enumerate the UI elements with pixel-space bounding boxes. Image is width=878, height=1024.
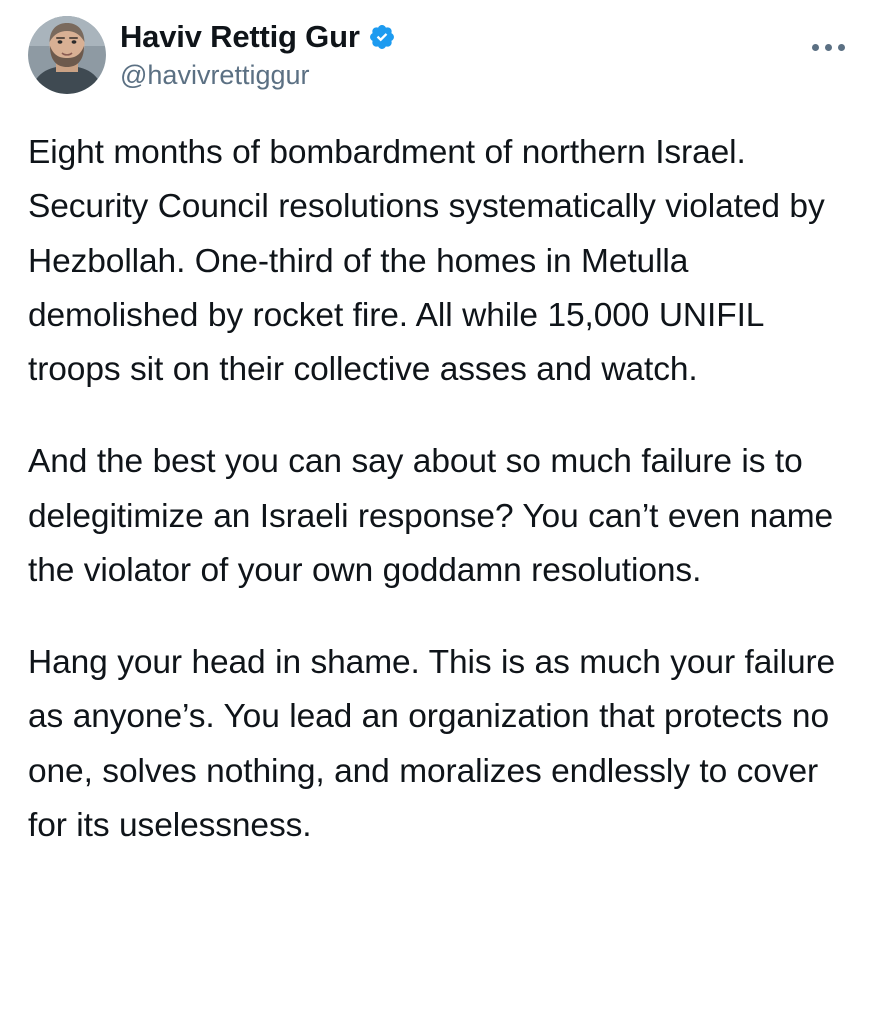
verified-badge-icon bbox=[368, 23, 396, 51]
author-display-name[interactable]: Haviv Rettig Gur bbox=[120, 19, 360, 54]
author-handle[interactable]: @havivrettiggur bbox=[120, 60, 310, 91]
ellipsis-horizontal-icon-dot-3 bbox=[838, 44, 845, 51]
more-options-button[interactable] bbox=[806, 32, 850, 62]
ellipsis-horizontal-icon-dot-2 bbox=[825, 44, 832, 51]
author-identity[interactable] bbox=[120, 16, 396, 91]
ellipsis-horizontal-icon bbox=[812, 44, 819, 51]
tweet-header bbox=[28, 16, 850, 100]
user-photo-avatar-icon bbox=[28, 16, 106, 94]
tweet-paragraph: Hang your head in shame. This is as much your failure as anyone’s. You lead an organization that protects no one, solves nothing, and moralizes endlessly to cover for its uselessness. bbox=[28, 644, 836, 844]
author-name-row bbox=[120, 20, 396, 54]
tweet-paragraph: And the best you can say about so much failure is to delegitimize an Israeli response? You can’t even name the violator of your own goddamn resolutions. bbox=[28, 443, 834, 589]
tweet-paragraph: Eight months of bombardment of northern Israel. Security Council resolutions systematically violated by Hezbollah. One-third of the homes in Metulla demolished by rocket fire. All while 15,000 UNIFIL troops sit on their collective asses and watch. bbox=[28, 134, 825, 389]
tweet-text bbox=[28, 126, 850, 853]
avatar[interactable] bbox=[28, 16, 106, 94]
